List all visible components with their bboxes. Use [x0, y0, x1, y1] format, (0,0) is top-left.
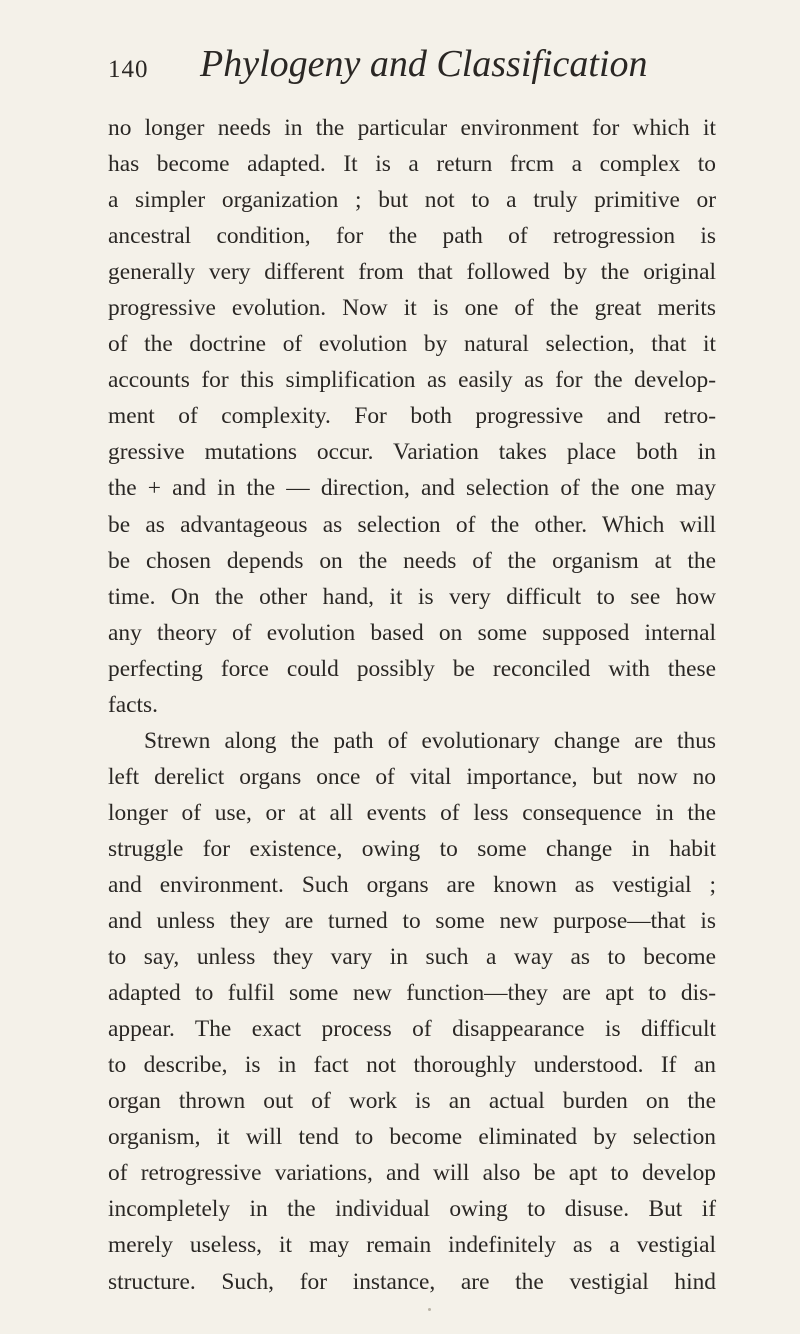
text-line: ment of complexity. For both progressive and retro- — [108, 403, 716, 430]
text-line: accounts for this simplification as easily as for the develop- — [108, 367, 716, 394]
text-line: to say, unless they vary in such a way as to become — [108, 944, 716, 971]
text-line: be as advantageous as selection of the other. Which will — [108, 511, 716, 538]
text-line: appear. The exact process of disappearance is difficult — [108, 1016, 716, 1043]
text-line: and unless they are turned to some new purpose—that is — [108, 908, 716, 935]
text-line: merely useless, it may remain indefinitely as a vestigial — [108, 1232, 716, 1259]
running-title: Phylogeny and Classification — [200, 43, 648, 85]
text-line: of retrogressive variations, and will also be apt to develop — [108, 1160, 716, 1187]
text-line: ancestral condition, for the path of retrogression is — [108, 223, 716, 250]
text-line: organism, it will tend to become eliminated by selection — [108, 1124, 716, 1151]
body-text — [108, 110, 716, 1300]
page-number: 140 — [108, 56, 149, 83]
text-line: the + and in the — direction, and selection of the one may — [108, 475, 716, 502]
paper-speck — [428, 1308, 431, 1311]
text-line: gressive mutations occur. Variation takes place both in — [108, 439, 716, 466]
running-head — [108, 42, 708, 98]
text-line: time. On the other hand, it is very difficult to see how — [108, 583, 716, 610]
text-line: and environment. Such organs are known as vestigial ; — [108, 871, 716, 898]
text-line: facts. — [108, 691, 159, 718]
text-line: of the doctrine of evolution by natural selection, that it — [108, 331, 716, 358]
text-line: structure. Such, for instance, are the vestigial hind — [108, 1268, 716, 1295]
text-line: generally very different from that followed by the original — [108, 259, 716, 286]
text-line: has become adapted. It is a return frcm a complex to — [108, 151, 716, 178]
text-line: perfecting force could possibly be reconciled with these — [108, 655, 716, 682]
text-line: be chosen depends on the needs of the organism at the — [108, 547, 716, 574]
text-line: Strewn along the path of evolutionary change are thus — [144, 727, 716, 754]
text-line: left derelict organs once of vital importance, but now no — [108, 763, 716, 790]
text-line: adapted to fulfil some new function—they are apt to dis- — [108, 980, 716, 1007]
text-line: progressive evolution. Now it is one of the great merits — [108, 295, 716, 322]
text-line: incompletely in the individual owing to disuse. But if — [108, 1196, 716, 1223]
text-line: any theory of evolution based on some supposed internal — [108, 619, 716, 646]
text-line: organ thrown out of work is an actual burden on the — [108, 1088, 716, 1115]
text-line: struggle for existence, owing to some change in habit — [108, 835, 716, 862]
text-line: a simpler organization ; but not to a truly primitive or — [108, 187, 716, 214]
text-line: longer of use, or at all events of less consequence in the — [108, 799, 716, 826]
text-line: no longer needs in the particular environment for which it — [108, 115, 716, 141]
text-line: to describe, is in fact not thoroughly understood. If an — [108, 1052, 716, 1079]
